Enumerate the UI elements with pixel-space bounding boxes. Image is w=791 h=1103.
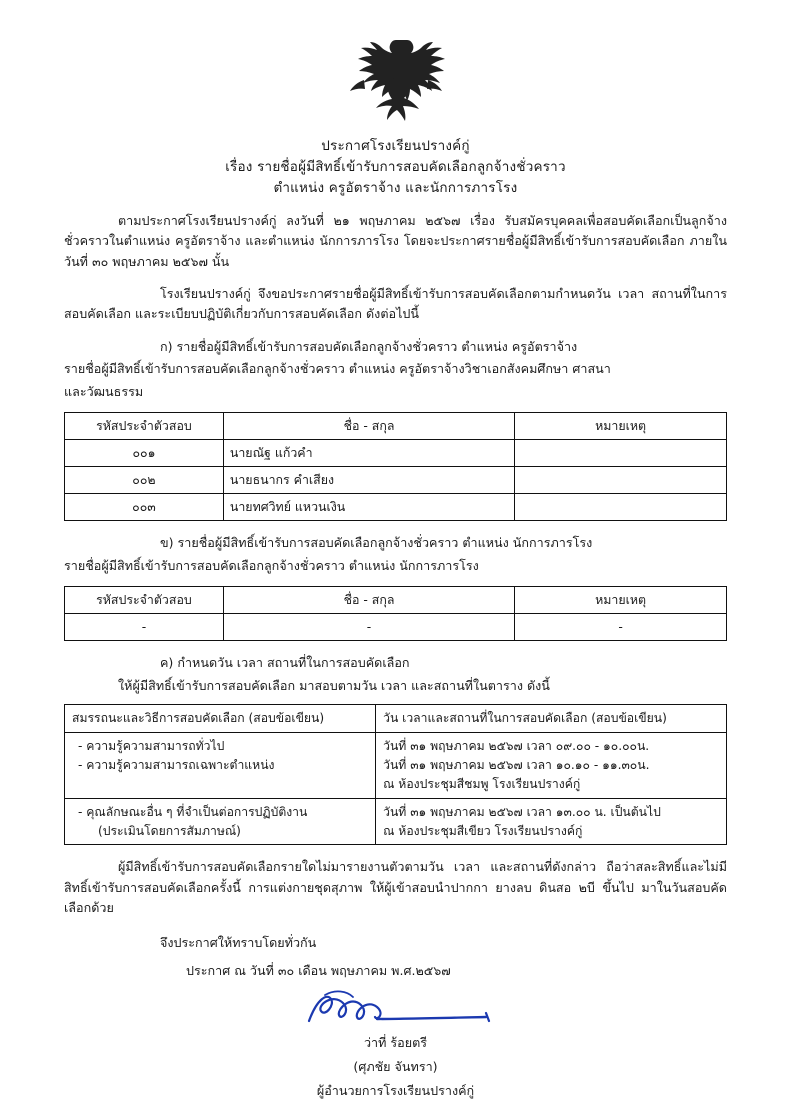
competency-item-note: (ประเมินโดยการสัมภาษณ์) [98, 823, 241, 838]
table-row [65, 467, 727, 494]
cell-exam-id: - [65, 614, 224, 641]
signer-position: ผู้อำนวยการโรงเรียนปรางค์กู่ [316, 1083, 475, 1099]
schedule-line: วันที่ ๓๑ พฤษภาคม ๒๕๖๗ เวลา ๐๙.๐๐ - ๑๐.๐๐น. [383, 738, 650, 753]
table-header-row [65, 705, 727, 733]
table-exam-schedule [64, 704, 727, 845]
table-row [65, 798, 727, 845]
section-a-subheading-1: รายชื่อผู้มีสิทธิ์เข้ารับการสอบคัดเลือกลูกจ้างชั่วคราว ตำแหน่ง ครูอัตราจ้างวิชาเอกสังคมศึกษา ศาสนา [64, 361, 611, 377]
column-header-name: ชื่อ - สกุล [223, 412, 514, 439]
column-header-exam-id: รหัสประจำตัวสอบ [65, 412, 224, 439]
table-teacher-candidates [64, 412, 727, 521]
column-header-exam-id: รหัสประจำตัวสอบ [65, 587, 224, 614]
table-row [65, 732, 727, 798]
competency-item: - ความรู้ความสามารถเฉพาะตำแหน่ง [78, 757, 275, 772]
signature-icon [281, 987, 511, 1033]
table-header-row [65, 587, 727, 614]
emblem-container [0, 0, 791, 130]
cell-name: นายณัฐ แก้วคำ [223, 439, 514, 466]
paragraph-2: โรงเรียนปรางค์กู่ จึงขอประกาศรายชื่อผู้มีสิทธิ์เข้ารับการสอบคัดเลือกตามกำหนดวัน เวลา สถานที่ในการสอบคัดเลือก และระเบียบปฏิบัติเกี่ยวกับการสอบคัดเลือก ดังต่อไปนี้ [64, 285, 727, 322]
cell-datetime-place [376, 798, 727, 845]
table-row [65, 494, 727, 521]
signature-block [64, 991, 727, 1103]
section-c-heading: ค) กำหนดวัน เวลา สถานที่ในการสอบคัดเลือก [160, 655, 410, 671]
cell-exam-id: ๐๐๒ [65, 467, 224, 494]
section-a-subheading-2: และวัฒนธรรม [64, 383, 144, 399]
column-header-datetime-place: วัน เวลาและสถานที่ในการสอบคัดเลือก (สอบข้อเขียน) [376, 705, 727, 733]
section-c-subheading-1: ให้ผู้มีสิทธิ์เข้ารับการสอบคัดเลือก มาสอบตามวัน เวลา และสถานที่ในตาราง ดังนี้ [118, 677, 550, 693]
column-header-note: หมายเหตุ [515, 587, 727, 614]
table-header-row [65, 412, 727, 439]
section-b-heading: ข) รายชื่อผู้มีสิทธิ์เข้ารับการสอบคัดเลือกลูกจ้างชั่วคราว ตำแหน่ง นักการภารโรง [160, 535, 593, 551]
cell-name: - [223, 614, 514, 641]
schedule-line: วันที่ ๓๑ พฤษภาคม ๒๕๖๗ เวลา ๑๐.๑๐ - ๑๑.๓๐น. [383, 757, 650, 772]
closing-paragraph-1: ผู้มีสิทธิ์เข้ารับการสอบคัดเลือกรายใดไม่มารายงานตัวตามวัน เวลา และสถานที่ดังกล่าว ถือว่าสละสิทธิ์และไม่มีสิทธิ์เข้ารับการสอบคัดเลือกครั้งนี้ การแต่งกายชุดสุภาพ ให้ผู้เข้าสอบนำปากกา ยางลบ ดินสอ ๒บี ขึ้นไป มาในวันสอบคัดเลือกด้วย [64, 859, 727, 916]
schedule-line: ณ ห้องประชุมสีชมพู โรงเรียนปรางค์กู่ [383, 776, 581, 791]
column-header-note: หมายเหตุ [515, 412, 727, 439]
document-body [64, 211, 727, 1103]
table-janitor-candidates [64, 586, 727, 641]
cell-competency [65, 798, 376, 845]
signer-name: (ศุภชัย จันทรา) [353, 1059, 438, 1075]
signature-center [216, 991, 576, 1103]
table-row [65, 614, 727, 641]
competency-item: - คุณลักษณะอื่น ๆ ที่จำเป็นต่อการปฏิบัติงาน [78, 804, 308, 819]
cell-name: นายทศวิทย์ แหวนเงิน [223, 494, 514, 521]
schedule-line: วันที่ ๓๑ พฤษภาคม ๒๕๖๗ เวลา ๑๓.๐๐ น. เป็นต้นไป [383, 804, 661, 819]
document-title [0, 136, 791, 199]
cell-competency [65, 732, 376, 798]
cell-name: นายธนากร คำเสียง [223, 467, 514, 494]
closing-paragraph-2: จึงประกาศให้ทราบโดยทั่วกัน [160, 934, 317, 950]
column-header-name: ชื่อ - สกุล [223, 587, 514, 614]
cell-note [515, 494, 727, 521]
cell-note [515, 439, 727, 466]
handwritten-signature [216, 991, 576, 1031]
section-a-heading: ก) รายชื่อผู้มีสิทธิ์เข้ารับการสอบคัดเลือกลูกจ้างชั่วคราว ตำแหน่ง ครูอัตราจ้าง [160, 338, 578, 354]
announcement-date: ประกาศ ณ วันที่ ๓๐ เดือน พฤษภาคม พ.ศ.๒๕๖๗ [186, 963, 451, 979]
cell-note [515, 467, 727, 494]
cell-exam-id: ๐๐๓ [65, 494, 224, 521]
paragraph-1: ตามประกาศโรงเรียนปรางค์กู่ ลงวันที่ ๒๑ พฤษภาคม ๒๕๖๗ เรื่อง รับสมัครบุคคลเพื่อสอบคัดเลือกเป็นลูกจ้างชั่วคราวในตำแหน่ง ครูอัตราจ้าง และตำแหน่ง นักการภารโรง โดยจะประกาศรายชื่อผู้มีสิทธิ์เข้ารับการสอบคัดเลือก ภายในวันที่ ๓๐ พฤษภาคม ๒๕๖๗ นั้น [64, 212, 727, 269]
column-header-competency: สมรรถนะและวิธีการสอบคัดเลือก (สอบข้อเขียน) [65, 705, 376, 733]
cell-exam-id: ๐๐๑ [65, 439, 224, 466]
schedule-line: ณ ห้องประชุมสีเขียว โรงเรียนปรางค์กู่ [383, 823, 583, 838]
cell-note: - [515, 614, 727, 641]
competency-item: - ความรู้ความสามารถทั่วไป [78, 738, 225, 753]
section-b-subheading-1: รายชื่อผู้มีสิทธิ์เข้ารับการสอบคัดเลือกลูกจ้างชั่วคราว ตำแหน่ง นักการภารโรง [64, 557, 479, 573]
signer-rank: ว่าที่ ร้อยตรี [363, 1035, 428, 1051]
cell-datetime-place [376, 732, 727, 798]
garuda-emblem [336, 34, 456, 130]
title-line-3: ตำแหน่ง ครูอัตราจ้าง และนักการภารโรง [273, 179, 518, 196]
table-row [65, 439, 727, 466]
title-line-1: ประกาศโรงเรียนปรางค์กู่ [321, 138, 470, 154]
title-line-2: เรื่อง รายชื่อผู้มีสิทธิ์เข้ารับการสอบคัดเลือกลูกจ้างชั่วคราว [225, 158, 566, 175]
